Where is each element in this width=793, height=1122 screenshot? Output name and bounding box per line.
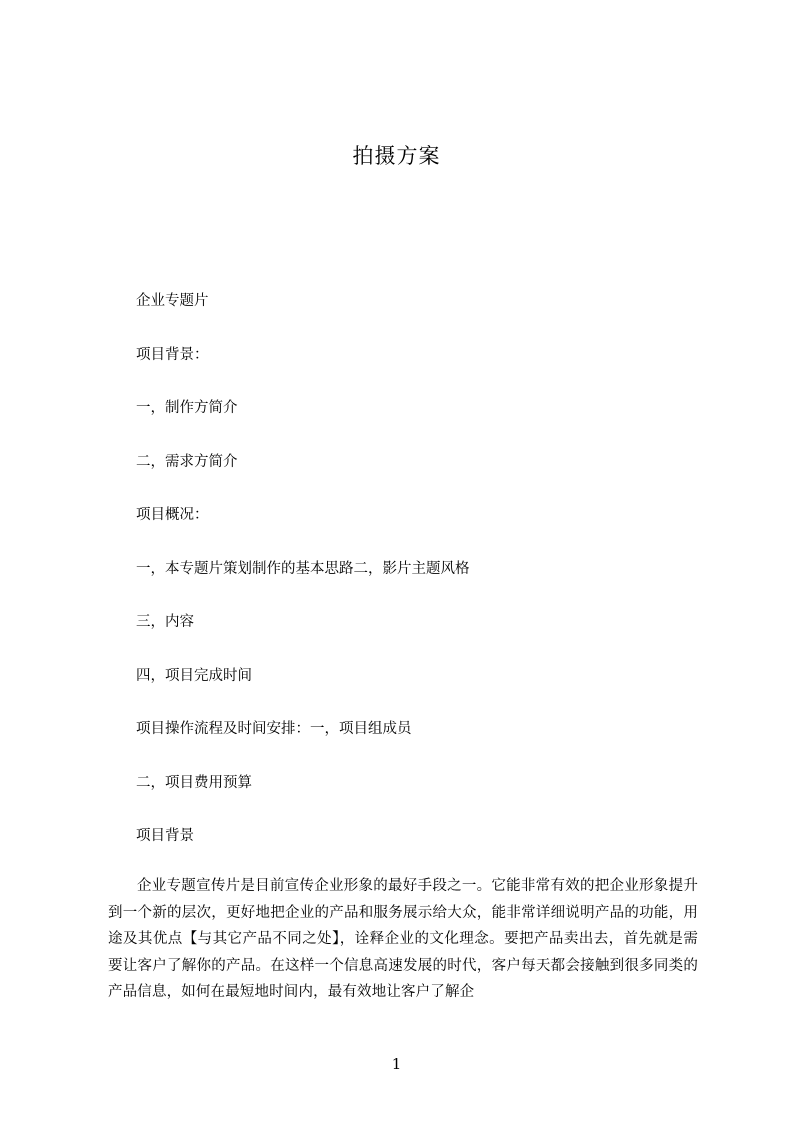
outline-item: 一，制作方简介 [136, 400, 238, 416]
outline-item: 四，项目完成时间 [136, 667, 252, 684]
document-title: 拍摄方案 [352, 144, 441, 168]
outline-list [136, 286, 696, 875]
outline-item: 二，需求方简介 [136, 453, 238, 470]
outline-item: 一，本专题片策划制作的基本思路二，影片主题风格 [136, 560, 470, 577]
outline-item: 企业专题片 [136, 293, 209, 309]
outline-item: 项目背景 [136, 828, 194, 844]
outline-item: 二，项目费用预算 [136, 774, 252, 791]
page-number: 1 [391, 1055, 402, 1073]
outline-item: 项目背景： [136, 346, 209, 363]
body-paragraph: 企业专题宣传片是目前宣传企业形象的最好手段之一。它能非常有效的把企业形象提升到一个新的层次，更好地把企业的产品和服务展示给大众，能非常详细说明产品的功能，用途及其优点【与其它产品不同之处】，诠释企业的文化理念。要把产品卖出去，首先就是需要让客户了解你的产品。在这样一个信息高速发展的时代，客户每天都会接触到很多同类的产品信息，如何在最短地时间内，最有效地让客户了解企 [108, 878, 698, 1000]
outline-item: 项目操作流程及时间安排：一，项目组成员 [136, 721, 412, 737]
outline-item: 项目概况： [136, 507, 209, 523]
outline-item: 三，内容 [136, 614, 194, 630]
